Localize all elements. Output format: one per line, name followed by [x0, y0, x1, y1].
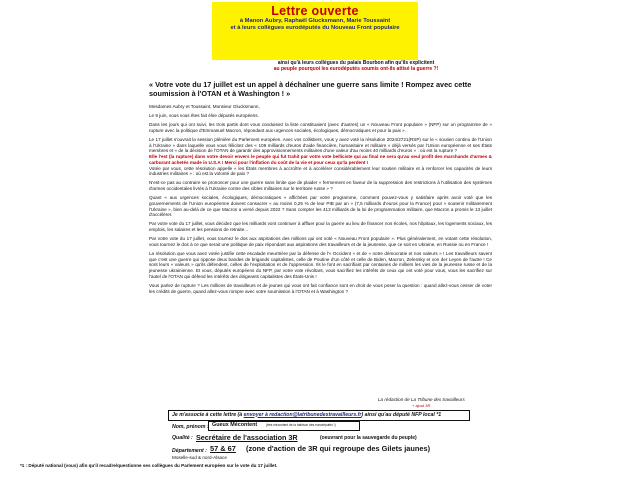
quality-note: (oeuvrant pour la sauvegarde du peuple): [320, 435, 417, 441]
signature: La rédaction de La Tribune des travailleurs: [378, 397, 465, 402]
recipients-line-2: et à leurs collègues eurodéputés du Nouveau Front populaire: [230, 25, 400, 32]
paragraph-4: Votée par vous, cette résolution appelle « les États membres à accroître et à accélérer considérablement leur soutien militaire et à renforcer les capacités de leurs industries militaires » : où est la volonté de paix ?: [149, 165, 492, 177]
paragraph-1: Le 9 juin, vous vous êtes fait élire députés européens.: [149, 113, 259, 119]
name-value: Gueux Mécontent: [212, 422, 258, 428]
quality-value: Secrétaire de l'association 3R: [196, 433, 298, 442]
letter-page: [143, 0, 503, 480]
subnote: [251, 60, 461, 73]
association-suffix: ) ainsi qu'au député NFP local *1: [361, 411, 442, 418]
subnote-line-2: au peuple pourquoi les eurodéputés soumis ont-ils attisé la guerre ?!: [273, 66, 439, 73]
red-annotation: Elle l'est (la rupture) dans votre devoir envers le peuple qui fut trahit par votre vote belliciste qui au final ne sera qu'au seul profit des marchands d'armes & carburant achetés made in U.S.A ! Merci pour l'inflation du coût de la vie et pour ceux qu'la perdent !: [149, 154, 492, 165]
title-banner: [212, 2, 418, 60]
salutation: Mesdames Aubry et Toussaint, Monsieur Glucksmann,: [149, 104, 260, 109]
recipients-line-1: à Manon Aubry, Raphaël Glucksmann, Marie Toussaint: [239, 18, 391, 24]
name-note: (très mécontent de la trahison des eurodéputés !): [266, 422, 336, 427]
association-line: [172, 412, 441, 418]
paragraph-2: Dans les jours qui ont suivi, les trois partis dont vous conduisiez la liste constituaient (avec d'autres) un « Nouveau Front populaire » (NFP) sur un programme de « rupture avec la politique d'Emmanuel Macron, répondant aux urgences sociales, écologiques, démocratiques et pour la paix ».: [149, 122, 492, 133]
letter-body: [149, 104, 492, 298]
paragraph-10: Vous parlez de rupture ? Les millions de travailleurs et de jeunes qui vous ont fait confiance sont en droit de vous poser la question : quand allez-vous cesser de voter les crédits de guerre, quand allez-vous rompre avec votre soumission à l'OTAN et à Washington ?: [149, 282, 492, 294]
paragraph-9: La résolution que vous avez votée justifie cette escalade meurtrière par la défense de l'« Occident » et de « notre démocratie et nos valeurs » ! Les travailleurs savent que c'est une guerre qui oppose deux bandes de brigands capitalistes, celle de Poutine d'un côté et celle de Biden, Macron, Zelensky et von der Leyen de l'autre ! Ce sont leurs « valeurs » qu'ils défendent, celles de l'exploitation et de l'oppression. Ils le font en sacrifiant par centaines de milliers les vies de la jeunesse russe et de la jeunesse ukrainienne. Et vous, députés européens du NFP, par votre vote révoltant, vous sacrifiez les intérêts de ceux qui ont voté pour vous, vous les sacrifiez sur l'autel de l'OTAN qui défend les intérêts des dirigeants capitalistes des États-Unis !: [149, 250, 492, 279]
department-note: (zone d'action de 3R qui regroupe des Gilets jaunes): [246, 444, 431, 453]
association-prefix: Je m'associe à cette lettre (à: [172, 411, 243, 418]
paragraph-7: Par votre vote du 17 juillet, vous décidez que les milliards vont continuer à affluer pour la guerre au lieu de financer nos écoles, nos hôpitaux, les logements sociaux, les emplois, les salaires et les pensions de retraite...: [149, 221, 492, 232]
paragraph-5: N'est-ce pas au contraire se prononcer pour une guerre sans limite que de plaider « fermement en faveur de la suppression des restrictions à l'utilisation des systèmes d'armes occidentales livrés à l'Ukraine contre des cibles militaires sur le territoire russe » ?: [149, 180, 492, 191]
headline: « Votre vote du 17 juillet est un appel à déchaîner une guerre sans limite ! Rompez avec cette soumission à l'OTAN et à Washington ! »: [149, 80, 472, 99]
footnote: *1 : Député national (vous) afin qu'il recadre/questionne ses collègues du Parlement européen sur le vote du 17 juillet.: [20, 463, 278, 468]
department-value: 57 & 67: [210, 444, 236, 453]
email-link[interactable]: envoyer à redaction@latribunedestravailleurs.fr: [243, 411, 362, 418]
paragraph-8: Par votre vote du 17 juillet, vous tournez le dos aux aspirations des millions qui ont voté « Nouveau Front populaire ». Plus généralement, en votant cette résolution, vous tournez le dos à ce que serait une politique de paix répondant aux aspirations des travailleurs et de la jeunesse, que ce soit en Ukraine, en Russie ou en France !: [149, 236, 492, 247]
letter-title: Lettre ouverte: [271, 4, 359, 18]
department-label: Département :: [172, 448, 207, 454]
department-sub: Moselle-sud & nord-Alsace: [172, 455, 227, 460]
paragraph-6: Quant « aux urgences sociales, écologiques, démocratiques » affichées par votre programme, comment pouvez-vous y satisfaire après avoir voté que les gouvernements de l'Union européenne doivent consacrer « au moins 0,25 % de leur PIB par an » (7,5 milliards d'euros pour la France) pour « soutenir militairement l'Ukraine », bien au-delà de ce que Macron a versé depuis 2022 ? Sans compter les 413 milliards de la loi de programmation militaire, que Macron a promis le 13 juillet d'accélérer.: [149, 195, 492, 218]
paragraph-3: Le 17 juillet s'ouvrait la session plénière du Parlement européen. Avec vos collistiers, vous y avez voté la résolution 2024/2721(RSP) sur le « soutien continu de l'Union à l'Ukraine » dans laquelle vous vous félicitez des « 108 milliards d'euros d'aide financière, humanitaire et militaire » déjà versés par l'Union européenne et ses États membres et « de la décision de l'OTAN de garantir des approvisionnements militaires d'une valeur d'au moins 40 milliards d'euros » : où est la rupture ?: [149, 136, 492, 154]
subnote-line-1: ainsi qu'à leurs collègues du palais Bourbon afin qu'ils explicitent: [277, 60, 435, 66]
name-label: Nom, prénom :: [172, 424, 209, 430]
signature-extra: + ajout 3R: [412, 403, 431, 408]
quality-label: Qualité :: [172, 435, 193, 441]
